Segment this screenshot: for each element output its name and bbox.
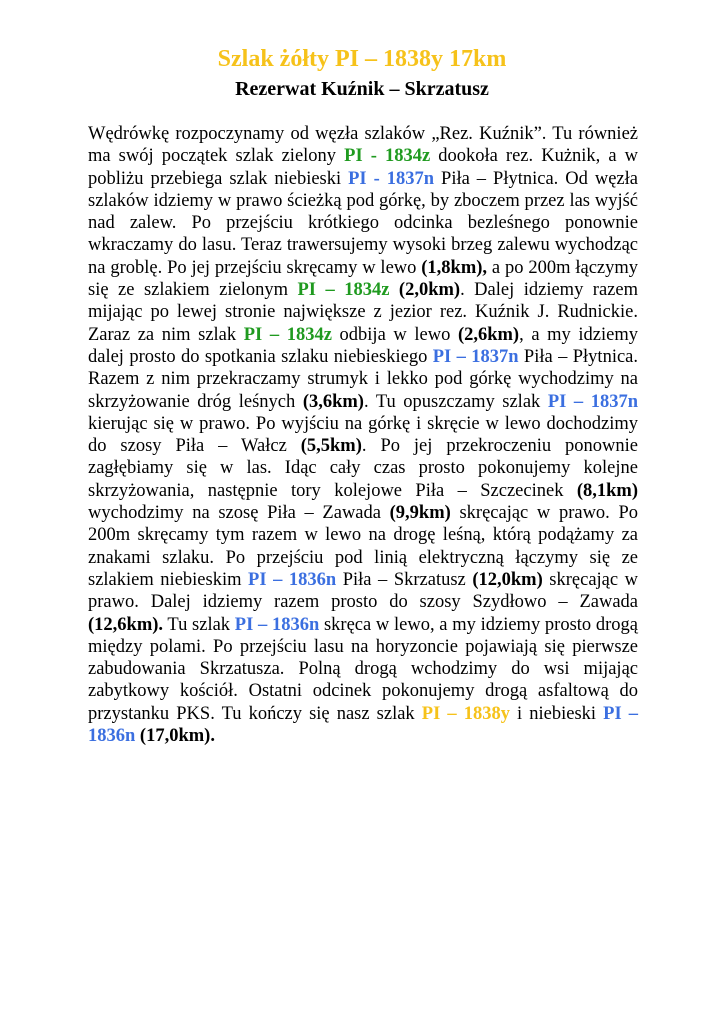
distance-marker: (2,0km) [398, 280, 461, 301]
trail-code-blue: PI – 1836n [88, 703, 639, 747]
document-title: Szlak żółty PI – 1838y 17km [217, 46, 507, 72]
text-run: dookoła rez. Kużnik, a w pobliżu przebiega szlak niebieski [88, 146, 639, 189]
text-run: i niebieski [509, 703, 604, 724]
text-run [389, 280, 398, 300]
trail-code-blue: PI – 1836n [248, 569, 337, 590]
distance-marker: (2,6km) [457, 324, 520, 345]
text-run: skręcając w prawo. Po 200m skręcamy tym razem w lewo na drogę leśną, którą podążamy za znakami szlaku. Po przejściu pod linią elektryczną łączymy się ze szlakiem niebieskim [88, 503, 639, 590]
trail-code-yellow: PI – 1838y [421, 703, 510, 724]
distance-marker: (17,0km). [139, 726, 215, 747]
distance-marker: (5,5km) [300, 436, 362, 457]
text-run: Piła – Skrzatusz [336, 569, 473, 590]
text-run: skręcając w prawo. Dalej idziemy razem prosto do szosy Szydłowo – Zawada [88, 569, 638, 613]
document-subtitle: Rezerwat Kuźnik – Skrzatusz [235, 78, 489, 100]
text-run: Tu szlak [163, 614, 235, 635]
text-run: Wędrówkę rozpoczynamy od węzła szlaków „Rez. Kuźnik”. Tu również ma swój początek szlak zielony [88, 124, 638, 167]
trail-code-green: PI – 1834z [243, 324, 332, 345]
text-run: . Po jej przekroczeniu ponownie zagłębiamy się w las. Idąc cały czas prosto pokonujemy kolejne skrzyżowania, następnie tory kolejowe Piła – Szczecinek [88, 436, 639, 501]
distance-marker: (9,9km) [389, 503, 451, 524]
trail-code-blue: PI – 1837n [547, 391, 638, 412]
trail-description-paragraph [88, 123, 638, 747]
trail-code-blue: PI - 1837n [348, 168, 435, 189]
trail-code-green: PI - 1834z [344, 146, 431, 167]
text-run: odbija w lewo [331, 324, 458, 345]
trail-code-blue: PI – 1836n [234, 614, 320, 635]
distance-marker: (12,0km) [472, 569, 543, 590]
text-run: Piła – Płytnica. Razem z nim przekraczamy strumyk i lekko pod górkę wychodzimy na skrzyżowanie dróg leśnych [88, 346, 639, 412]
text-run: a po 200m łączymy się ze szlakiem zielonym [88, 257, 639, 301]
distance-marker: (8,1km) [576, 480, 638, 501]
text-run: Piła – Płytnica. Od węzła szlaków idziemy w prawo ścieżką pod górkę, by zboczem przez las wyjść nad zalew. Po przejściu krótkiego odcinka bezleśnego ponownie wkraczamy do lasu. Teraz trawersujemy wysoki brzeg zalewu wychodząc na groblę. Po jej przejściu skręcamy w lewo [88, 168, 638, 278]
text-run: skręca w lewo, a my idziemy prosto drogą między polami. Po przejściu lasu na horyzoncie pojawiają się pierwsze zabudowania Skrzatusza. Polną drogą wchodzimy do wsi mijając zabytkowy kościół. Ostatni odcinek pokonujemy drogą asfaltową do przystanku PKS. Tu kończy się nasz szlak [88, 614, 638, 724]
distance-marker: (3,6km) [302, 391, 364, 412]
text-run: kierując się w prawo. Po wyjściu na górkę i skręcie w lewo dochodzimy do szosy Piła – Wałcz [88, 413, 638, 457]
distance-marker: (12,6km). [88, 614, 164, 635]
text-run: , a my idziemy dalej prosto do spotkania szlaku niebieskiego [88, 324, 638, 367]
text-run: . Dalej idziemy razem mijając po lewej stronie największe z jezior rez. Kuźnik J. Rudnickie. Zaraz za nim szlak [88, 280, 638, 345]
trail-code-blue: PI – 1837n [432, 346, 519, 367]
text-run: wychodzimy na szosę Piła – Zawada [88, 503, 390, 524]
trail-code-green: PI – 1834z [297, 280, 390, 301]
distance-marker: (1,8km), [421, 257, 488, 278]
text-run: . Tu opuszczamy szlak [363, 391, 548, 412]
